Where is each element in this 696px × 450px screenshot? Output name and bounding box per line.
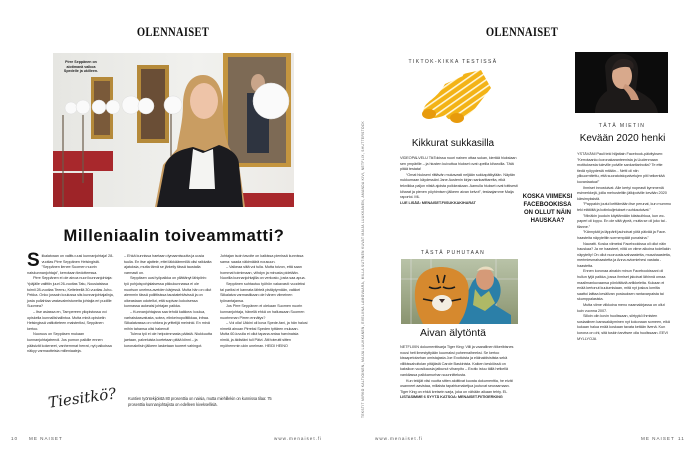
paragraph: – Itse asiassa en, Tampereen yliopistossa voi opiskella kunnallishallintoa. Mutta minä opiskelin Helsingissä valtiotieteen maisteriksi, Seppänen kertoo. [27, 308, 107, 331]
column-body [577, 151, 671, 341]
socks-image [415, 70, 497, 126]
column-intro: YSTÄVÄNI Pauli teki hiljattain Facebook-päivityksen: "Kerrotaanko koronakaranteenista ja Uudenmaan motituksesta tuleville polville sankaritarinoita? Te ette tiedä ryöyydestä mitään... Netti oli niin [577, 151, 664, 173]
did-you-know-text: Kuntien työntekijöistä 80 prosenttia on naisia, mutta miehillekin on kunnissa tilaa: 75 prosenttia kunnanjohtajista on edelleen kiveksellisiä. [128, 396, 272, 407]
article-column-3 [220, 253, 308, 348]
paragraph: Nuoruus on Seppäsen mukaan kunnanjohtajatrendi. Jos pomon paikille ennen pääsivät kokeneet, vanhemmat herrat, nyt paikoissa näkyy varmaotteisia milleniaaleja. [27, 331, 112, 354]
did-you-know-label: Tiesitkö? [47, 384, 118, 412]
pull-quote: KOSKA VIIMEKSI FACEBOOKISSA ON OLLUT NÄIN HAUSKAA? [522, 194, 573, 224]
paragraph: NETFLIXIN dokumenttisarja Tiger King: Villi ja vaarallinen tiikeribisnes nousi heti ilmestyttyään kuumaksi puheenaiheeksi. Se kertoo kissapetotarhan omistajasta Joe Exoticista ja eläinaktivistista sekä villikissahoitolan pitäjästä Carole Baskinista. Kaiken keskiössä on kaksikon vuosikausia jatkunut vihanpito – Exotic istuu tällä hetkellä vankilassa palkkamurhan suunnittelusta. [400, 344, 514, 377]
section-title: Kevään 2020 henki [579, 133, 666, 144]
paragraph: Mutta viime viikkoina meno naamakirjassa on ollut kuin vuonna 2007. [577, 302, 665, 313]
paragraph: Pirre Seppänen ei ole ainoa nuori kunnanjohtaja: Ypäjälle valittiin juuri 26-vuotias Tatu, Nousiaisissa toimii 28-vuotias Teemu, Keiteleellä 30-vuotias Juho-Pekka. Onko jossain koulussa siis kunnanjohtajalinja, josta pullahtaa vastavalmistuneita johtajia eri puolille Suomea? [27, 275, 114, 309]
paragraph: VIDEOPALVELU TikTokissa nuori nainen ottaa sukan, kiertää hiuksiaan sen ympärille – ja hiusten kuivuttua hiukset ovat upeilla kiharoilla. Tätä pitää testata! [400, 155, 517, 172]
read-more-link[interactable]: LISTASIMME 6 SYYTÄ KATSOA: MENAISET.FI/TIGERKING [400, 394, 503, 400]
paragraph: Seppäsen uusi työpaikka on yllättänyt lähipiirin: työ pohjoispohjalaisessa pikkukunnassa ei ole nuorison unelma-aveiden kärjessä. Mutta hän on ollut aiemmin tässä poliittisissa taustatehtävissä ja on oikeastaan odotellut, että sopivan kokoisessa kunnassa aukeaisi johtajan paikka. [124, 275, 212, 309]
paragraph: "Kännykät ja läppärit jauhoivat yötä päivää ja Face-haasteita näpyteltiin sormenpäät punaisina." [577, 229, 667, 240]
magazine-name: ME NAISET [29, 436, 63, 441]
paragraph: Ennen koronaa ainakin minun Facebookissani oli hullun lyijä paikka, jossa ihmiset jakoivat lähinnä omaa maailmankuvaansa pönkittäviä artikkeleita. Kukaan ei enää kertonut kuulumisiaan, mitä nyt joskus lomilta saattoi laittaa kesälivan postauksen rantavarpaista tai skumppalasista. [577, 268, 666, 302]
paragraph: ylikuormitettu, että suoratoistopalvelujen piti heikentää kuvanlaatua!" [577, 173, 665, 184]
section-kicker: TÄTÄ MIETIN [598, 123, 646, 129]
masthead: OLENNAISET [136, 25, 210, 39]
section-kicker: TÄSTÄ PUHUTAAN [420, 250, 486, 256]
paragraph: Silloin olin kovin huolissaan, siirtyykö ihmisten sosiaalinen kanssakäyminen nyt kokonaan someen, eikä kukaan halua enää koskaan tavata ketään livenä. Kun korona on ohi, sitä tuskin tarvitsee olla huolissaan. EEVI MYLLYOJA [577, 313, 670, 341]
paragraph: – Vaikeaa siitä voi tulla. Mutta toivon, että saan hommat toimimaan, viihdyn ja minusta pidetään. Nuorilla kunnanjohtajilla on verkosto, josta saa apua. [220, 264, 306, 281]
article-column-2 [124, 253, 212, 348]
paragraph: Jos Pirre Seppänen ei olekaan Suomen nuorin kunnanjohtaja, hänellä ehkä on hallussaan Suomen nuorimman Pirren ennätys? [220, 303, 305, 320]
tiger-king-photo [401, 259, 518, 324]
read-more-link[interactable]: LUE LISÄÄ: MENAISET.FI/SUKKAKIHARAT [400, 199, 476, 205]
portrait-photo [53, 53, 294, 207]
masthead: OLENNAISET [485, 25, 559, 39]
page-number: 11 [678, 436, 685, 441]
section-title: Kikkurat sukkasilla [411, 138, 495, 149]
section-title: Aivan älytöntä [420, 327, 486, 339]
paragraph: “Omat hiukseni riittävän mukavasti neljään sukkapätkylään. Näytän nukkumaan käydessäni Jane Austenin kirjan sankarittarelta, eikä tekniikka paljon niistä ajoista poikkeakaan. Aamulla hiukset ovat tottisesti kiharat ja pienen pöyhimisen jälkeen aivan kelvot”, testaajamme Maija raportoi. ML [400, 171, 518, 200]
photo-credits: TEKSTIT MIRKO KALTIOINEN, MAIJA LUUKKANEN, EVELIINA LAMOVAARA, MILLA SUTINEN KUVAT MAIJA LUUKKANEN, AMANDA KIVI, NETFLIX, SHUTTERSTOCK [361, 120, 365, 418]
paragraph: "Pappakin joutui keittämään itse perunat, kun mummo teki etätöitä ja kotinkuljetukset ruuhkautuivat." [577, 201, 671, 212]
netflix-article [400, 344, 518, 400]
website-url[interactable]: www.menaiset.fi [274, 436, 323, 441]
article-column-1 [27, 250, 115, 354]
paragraph: Naurattі. Koska viimeksi Facebookissa oli ollut näin hauskaa? Ja ne haasteet, niitä on viime aikoina todellakin näpytelty! On ollut nuoruuskuvahaastetta, musahaastetta, merimiesmahaastetta ja Anna aviomiehesi vastata -haastetta. [577, 240, 671, 268]
paragraph: – Voi olla! Ukkini oli kova Spede-fani, ja hän halusi nimetä ainoan Pirreksi Speden tyttären mukaan. Mutta 60-luvulla ei ollut tapana antaa harvinaisia nimiä, ja äidistäni tuli Päivi. Äiti toteutti sitten myöhemmin ukin unelman. HEIDI HEINO [220, 320, 308, 348]
paragraph: Tuleva työ ei ole helpoimmasta päästä. Niukkuutta jaetaan, palveluista koetetaan pitää kiinni – ja koronakriisin jälkeen lasketaan tuoreet vahingot. [124, 331, 212, 348]
paragraph: "Minäkin jouduin käyttämään käsisuihkua, kun wc-paperi oli loppu. En ole siitä ylpeä, mutta se oli joko tai -tilanne." [577, 212, 667, 229]
article-title: Milleniaalin toiveammatti? [63, 227, 285, 245]
website-url[interactable]: www.menaiset.fi [375, 436, 424, 441]
paragraph: – Ehkä kunnissa haetaan dynaamisuutta ja uusia tuulia. En itse ajattele, ettei iäkkäämmillä olisi raikkaita ajatuksia, mutta tämä se järkeily tässä taustalla varmasti on. [124, 253, 212, 275]
photo-caption: Pirre Seppänen on aiotimanä valkoa Spedelle ja ukilleen. [63, 60, 99, 74]
drop-cap: S [27, 250, 40, 271]
paragraph: iikalatvaan on valittu uusi kunnanjohtaja! 28-vuotias Pirre Seppänen Helsingistä. "Seppänen lienee Suomen nuorin naiskunnanjohtaja", kerrotaan tiedotteessa. [27, 253, 114, 275]
paragraph: Seppänen suhtautuu työhön vakavasti: vuodeksi tai pariksi ei kannata lähteä pistäytymään, vaikkei Siikalatva varmastikaan ole hänen viimeinen työnantajansa. [220, 280, 305, 303]
tiktok-article [400, 155, 518, 205]
section-kicker: TIKTOK-KIKKA TESTISSÄ [408, 59, 498, 65]
magazine-name: ME NAISET [641, 436, 675, 441]
paragraph: Kun tekijät viisi vuotta sitten aloittivat kuvata dokumenttia, he eivät osanneet aavistaa, millaista tapahtumaketjua joutuvat seuraamaan. Tiger King on ehkä kreisein sarja, joka on vähään aikaan tehty. EL [400, 377, 513, 394]
paragraph: – Kunnanjohtajana saa tehdä kaikkea: koulua, varhaiskasvatusta, sotea, elinkeinopolitiikkaa, infraa. Siikalatvassa on rohkea ja yrittelijä meininki. En minä mihin tahansa olisi hakenut! [124, 308, 210, 331]
columnist-photo [575, 52, 668, 113]
paragraph: Ihmiset innostuivat. Alle kertyi nopeasti kymmeniä esimerkkejä, joilla mehusteltiin jälkipolville kevään 2020 kärsimyksistä. [577, 184, 667, 201]
page-number: 10 [11, 436, 19, 441]
paragraph: Johtajan isoin tavoite on kaikissa pienissä kunnissa sama: saada väkimäärä nousuun. [220, 253, 304, 264]
